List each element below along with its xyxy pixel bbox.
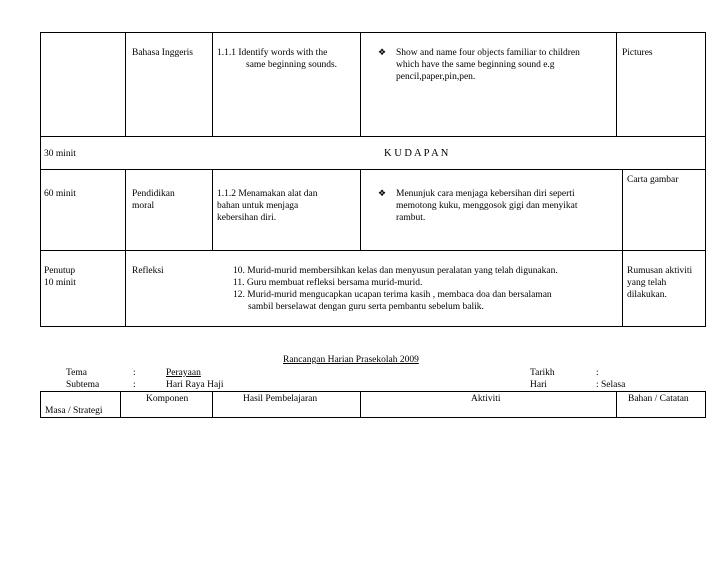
- cell-kudapan: K U D A P A N: [384, 148, 449, 159]
- tema-colon: :: [133, 368, 136, 378]
- cell-komponen-line: Pendidikan: [132, 189, 175, 199]
- numbered-item-continuation: sambil berselawat dengan guru serta pembantu sebelum balik.: [248, 302, 484, 312]
- table-2-border-right: [705, 391, 706, 418]
- cell-aktiviti-line: memotong kuku, menggosok gigi dan menyikat: [396, 201, 578, 211]
- table-2-col-divider: [212, 391, 213, 418]
- table-2-header-bottom: [40, 417, 706, 418]
- table-2-border-left: [40, 391, 41, 418]
- subtema-value: Hari Raya Haji: [166, 380, 224, 390]
- table-1-col-divider: [212, 32, 213, 137]
- table-1-border-top: [40, 32, 706, 33]
- tarikh-label: Tarikh: [530, 368, 555, 378]
- subtema-colon: :: [133, 380, 136, 390]
- cell-masa: 60 minit: [44, 189, 76, 199]
- page-title: Rancangan Harian Prasekolah 2009: [283, 355, 419, 365]
- cell-aktiviti: [378, 47, 580, 83]
- hari-value: : Selasa: [596, 380, 626, 390]
- table-1-col-divider: [125, 32, 126, 137]
- cell-masa: [44, 265, 76, 289]
- table-1-row-divider: [40, 136, 706, 137]
- cell-refleksi-list: [233, 265, 618, 313]
- cell-bahan-line: Rumusan aktiviti: [627, 266, 693, 276]
- table-1-border-right: [705, 32, 706, 327]
- tema-value: Perayaan: [166, 368, 201, 378]
- table-1-col-divider: [622, 169, 623, 327]
- cell-bahan: Pictures: [622, 48, 653, 58]
- table-1-col-divider: [125, 169, 126, 327]
- table-1-row-divider: [40, 169, 706, 170]
- cell-aktiviti-line: Menunjuk cara menjaga kebersihan diri seperti: [396, 189, 575, 199]
- cell-hasil-line: 1.1.1 Identify words with the: [217, 48, 328, 58]
- subtema-label: Subtema: [66, 380, 100, 390]
- cell-komponen: [132, 188, 175, 212]
- table-1-col-divider: [360, 32, 361, 137]
- table-1-border-left: [40, 32, 41, 327]
- numbered-item: 10. Murid-murid membersihkan kelas dan menyusun peralatan yang telah digunakan.: [233, 266, 558, 276]
- cell-masa-line: 10 minit: [44, 278, 76, 288]
- tema-label: Tema: [66, 368, 87, 378]
- table-2-col-divider: [120, 391, 121, 418]
- cell-komponen: Refleksi: [132, 266, 164, 276]
- cell-bahan-line: yang telah: [627, 278, 667, 288]
- cell-bahan: [627, 265, 692, 301]
- numbered-item: 12. Murid-murid mengucapkan ucapan terima kasih , membaca doa dan bersalaman: [233, 290, 552, 300]
- cell-aktiviti-line: pencil,paper,pin,pen.: [396, 72, 476, 82]
- cell-hasil-line: bahan untuk menjaga: [217, 201, 299, 211]
- table-2-border-top: [40, 391, 706, 392]
- cell-aktiviti: [378, 188, 578, 224]
- table-1-col-divider: [616, 32, 617, 137]
- table-2-col-divider: [360, 391, 361, 418]
- cell-bahan: Carta gambar: [627, 175, 679, 185]
- col-header-komponen: Komponen: [146, 394, 189, 404]
- cell-masa-line: Penutup: [44, 266, 76, 276]
- diamond-bullet-icon: ❖: [378, 48, 387, 58]
- table-1-col-divider: [360, 169, 361, 251]
- cell-aktiviti-line: which have the same beginning sound e.g: [396, 60, 555, 70]
- cell-bahan-line: dilakukan.: [627, 290, 667, 300]
- cell-hasil-line: 1.1.2 Menamakan alat dan: [217, 189, 318, 199]
- cell-hasil: [217, 188, 318, 224]
- table-1-col-divider: [212, 169, 213, 251]
- tarikh-colon: :: [596, 368, 599, 378]
- col-header-aktiviti: Aktiviti: [471, 394, 501, 404]
- cell-komponen: Bahasa Inggeris: [132, 48, 193, 58]
- col-header-masa: Masa / Strategi: [45, 406, 103, 416]
- table-1-row-divider: [40, 250, 706, 251]
- table-1-border-bottom: [40, 326, 706, 327]
- cell-komponen-line: moral: [132, 201, 155, 211]
- table-2-col-divider: [616, 391, 617, 418]
- cell-hasil-line: same beginning sounds.: [246, 60, 338, 70]
- col-header-hasil: Hasil Pembelajaran: [243, 394, 318, 404]
- hari-label: Hari: [530, 380, 547, 390]
- numbered-item: 11. Guru membuat refleksi bersama murid-murid.: [233, 278, 423, 288]
- cell-aktiviti-line: rambut.: [396, 213, 426, 223]
- cell-hasil-line: kebersihan diri.: [217, 213, 277, 223]
- col-header-bahan: Bahan / Catatan: [628, 394, 689, 404]
- diamond-bullet-icon: ❖: [378, 189, 387, 199]
- cell-aktiviti-line: Show and name four objects familiar to children: [396, 48, 580, 58]
- cell-hasil: [217, 47, 357, 71]
- cell-masa: 30 minit: [44, 149, 76, 159]
